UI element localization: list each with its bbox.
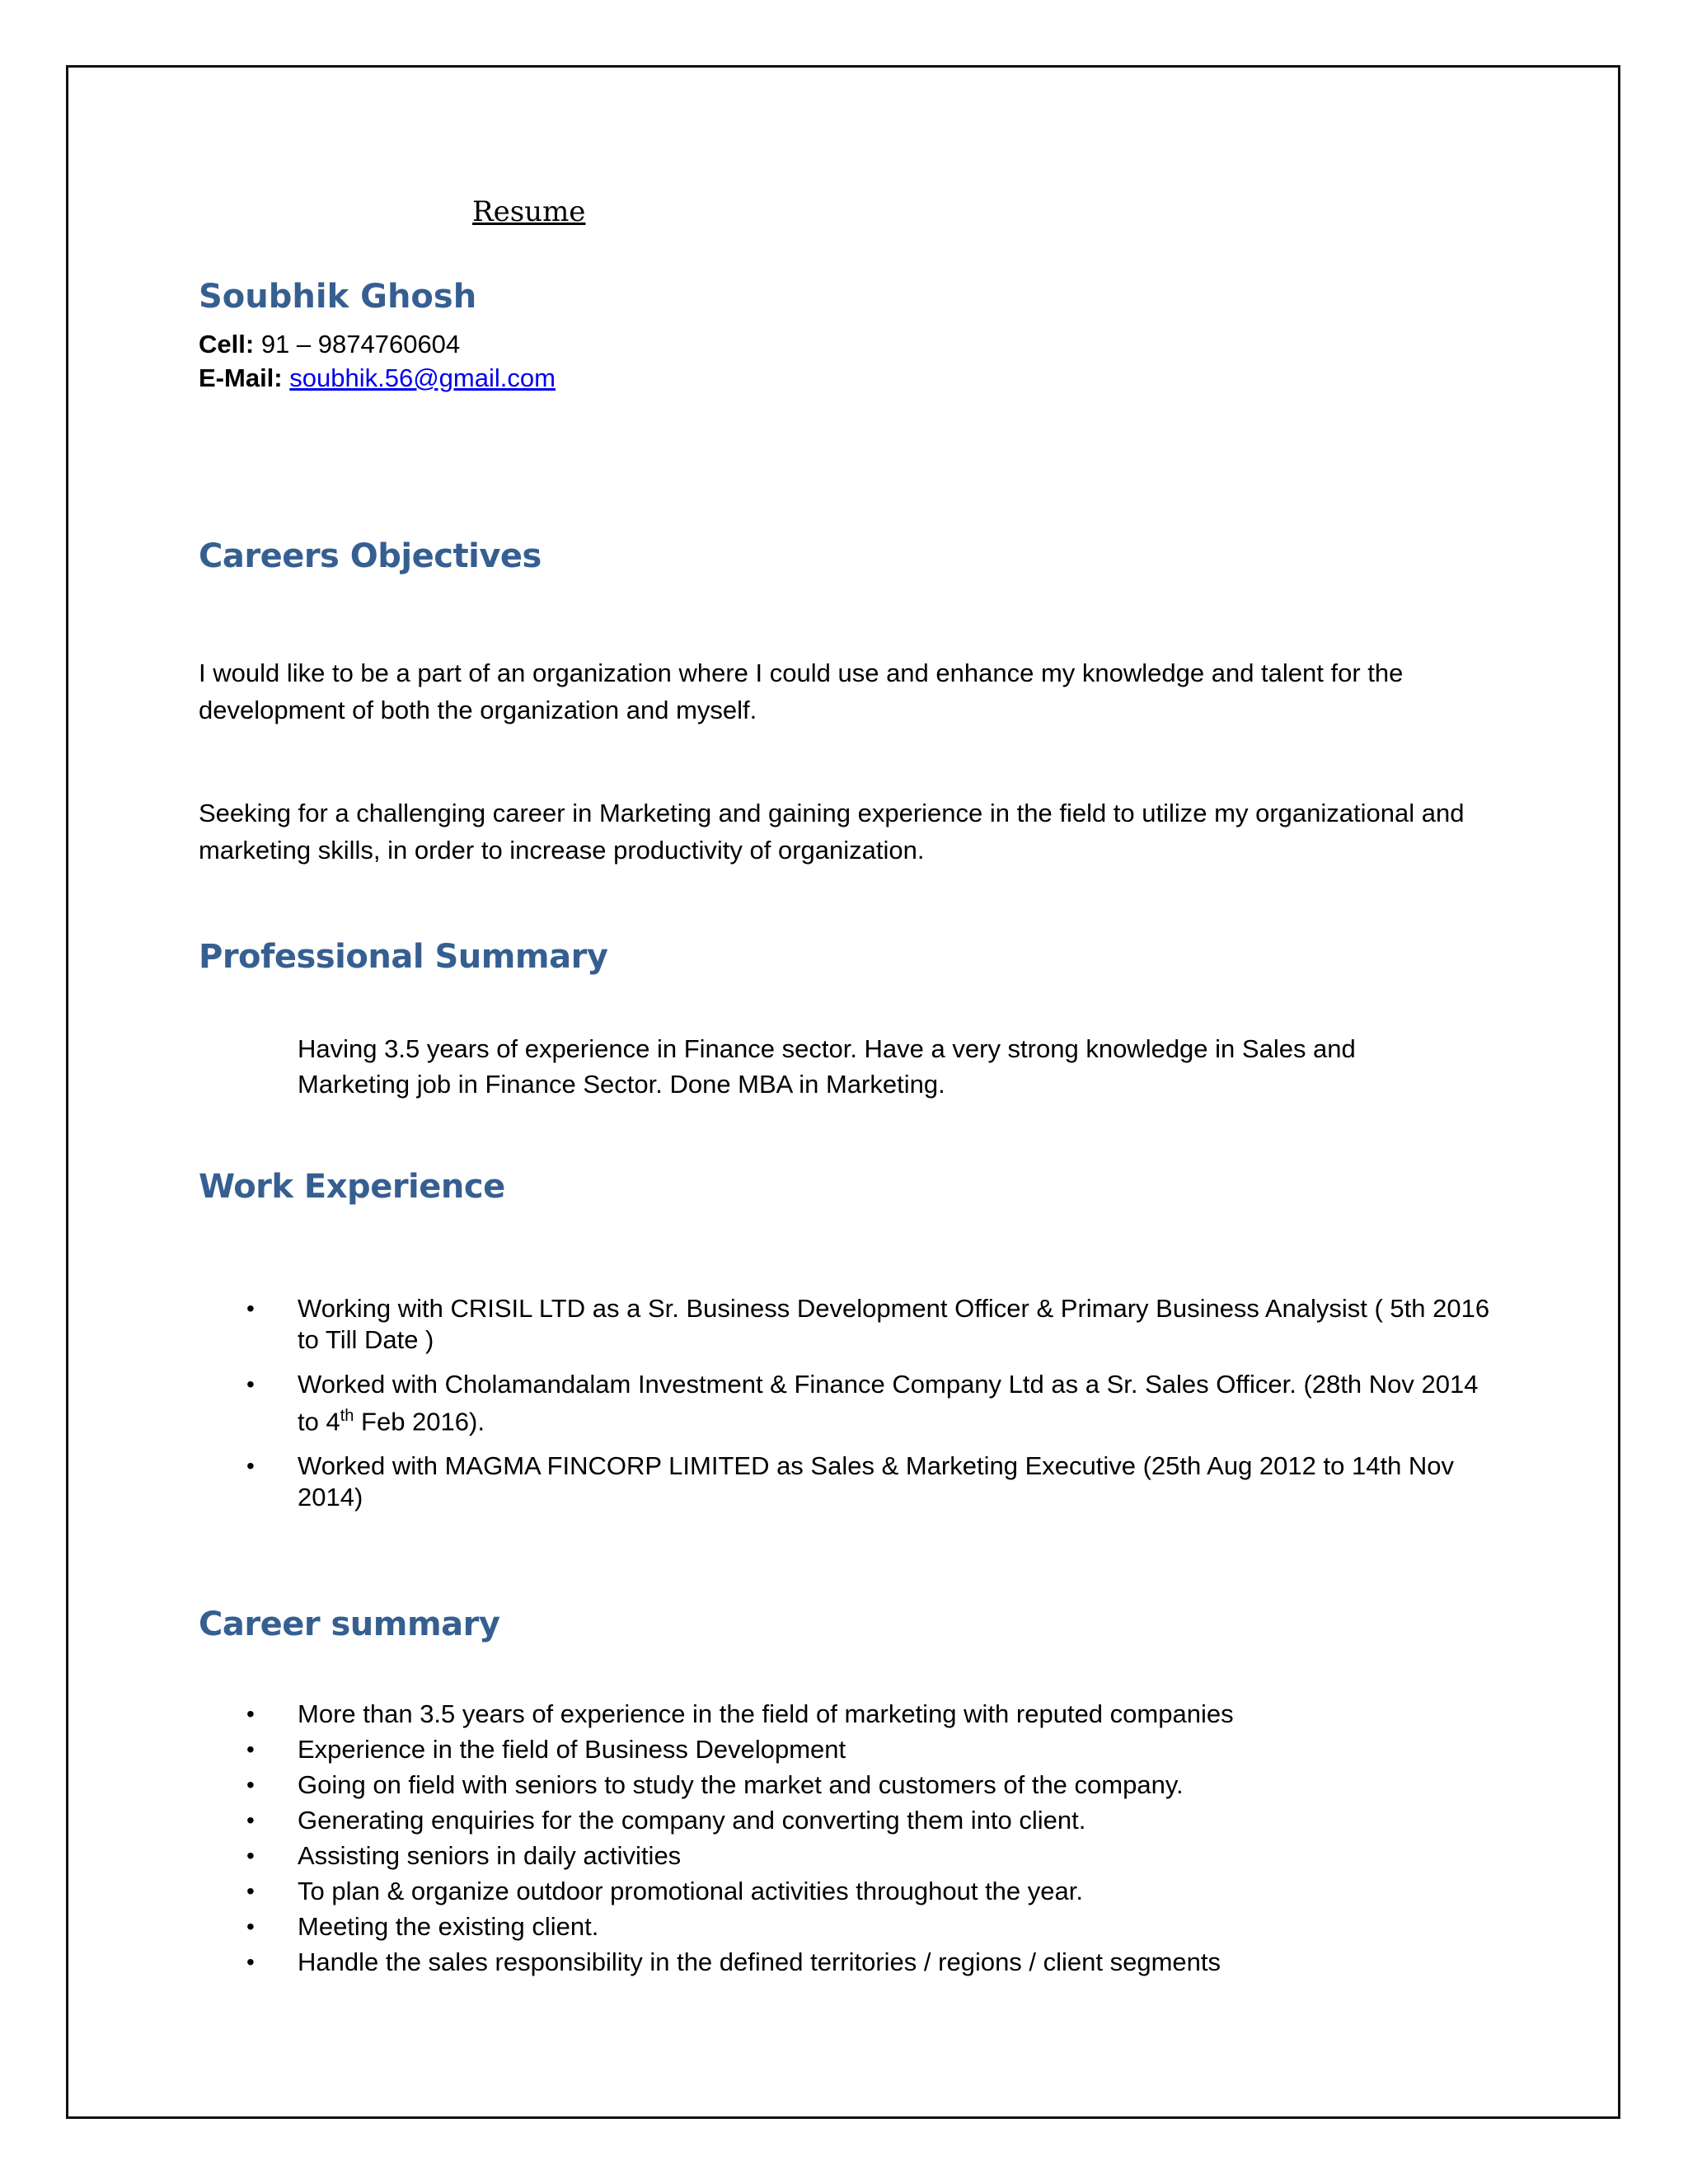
bullet-icon: • [246,1807,255,1833]
work-experience-text: Worked with MAGMA FINCORP LIMITED as Sales & Marketing Executive (25th Aug 2012 to 14th Nov 2014) [298,1451,1455,1512]
career-summary-item [199,1838,1493,1873]
career-summary-item [199,1802,1493,1838]
objective-paragraph-2: Seeking for a challenging career in Marketing and gaining experience in the field to utilize my organizational and marketing skills, in order to increase productivity of organization. [199,799,1465,865]
bullet-icon: • [246,1371,255,1397]
career-summary-item [199,1944,1493,1980]
career-summary-heading: Career summary [199,1605,500,1643]
work-experience-list [199,1293,1493,1526]
bullet-icon: • [246,1914,255,1939]
bullet-icon: • [246,1772,255,1797]
bullet-icon: • [246,1296,255,1321]
candidate-name: Soubhik Ghosh [199,278,477,316]
professional-summary-heading: Professional Summary [199,938,608,976]
objectives-heading: Careers Objectives [199,537,542,575]
bullet-icon: • [246,1453,255,1479]
career-summary-item [199,1909,1493,1944]
cell-label: Cell: [199,330,255,359]
work-experience-item [199,1293,1493,1356]
career-summary-text: More than 3.5 years of experience in the field of marketing with reputed companies [298,1699,1234,1728]
objective-paragraph-1: I would like to be a part of an organization where I could use and enhance my knowledge and talent for the development of both the organization and myself. [199,658,1404,724]
work-experience-text-end: Feb 2016). [354,1407,485,1436]
career-summary-text: Handle the sales responsibility in the defined territories / regions / client segments [298,1947,1221,1976]
career-summary-text: Meeting the existing client. [298,1912,599,1941]
email-label: E-Mail: [199,363,283,392]
bullet-icon: • [246,1843,255,1868]
career-summary-item [199,1696,1493,1732]
bullet-icon: • [246,1878,255,1904]
work-experience-item [199,1369,1493,1437]
cell-value: 91 – 9874760604 [260,330,461,359]
superscript-th: th [340,1407,354,1425]
career-summary-item [199,1767,1493,1802]
professional-summary-text: Having 3.5 years of experience in Finance sector. Have a very strong knowledge in Sales and Marketing job in Finance Sector. Done MBA in Marketing. [298,1034,1356,1099]
work-experience-text: Working with CRISIL LTD as a Sr. Business Development Officer & Primary Business Analysist ( 5th 2016 to Till Date ) [298,1294,1490,1354]
work-experience-heading: Work Experience [199,1168,505,1206]
work-experience-text: Worked with Cholamandalam Investment & Finance Company Ltd as a Sr. Sales Officer. (28th Nov 2014 to 4 [298,1370,1479,1436]
career-summary-item [199,1732,1493,1767]
career-summary-text: To plan & organize outdoor promotional activities throughout the year. [298,1877,1083,1905]
career-summary-text: Going on field with seniors to study the market and customers of the company. [298,1770,1184,1799]
email-line [199,365,556,391]
career-summary-list [199,1696,1493,1980]
career-summary-text: Experience in the field of Business Development [298,1735,846,1764]
career-summary-item [199,1873,1493,1909]
bullet-icon: • [246,1949,255,1975]
work-experience-item [199,1451,1493,1513]
bullet-icon: • [246,1701,255,1727]
career-summary-text: Assisting seniors in daily activities [298,1841,682,1870]
career-summary-text: Generating enquiries for the company and converting them into client. [298,1806,1086,1835]
cell-line [199,331,460,357]
email-link[interactable]: soubhik.56@gmail.com [289,363,556,392]
bullet-icon: • [246,1736,255,1762]
document-title: Resume [472,195,586,228]
